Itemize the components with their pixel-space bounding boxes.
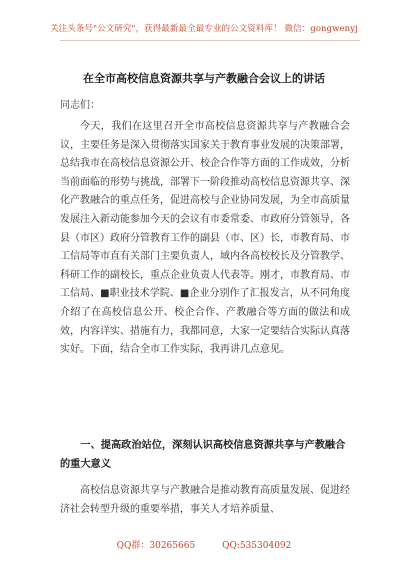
body-paragraph-2 [60, 482, 350, 519]
paragraph-text: 高校信息资源共享与产教融合是推动教育高质量发展、促进经济社会转型升级的重要举措，事关人才培养质量、 [60, 485, 350, 515]
section-heading-1: 一、提高政治站位，深刻认识高校信息资源共享与产教融合的重大意义 [60, 439, 346, 470]
body-paragraph-1 [60, 118, 350, 360]
header-banner: 关注头条号"公文研究"，获得最新最全最专业的公文资料库！ 微信：gongwenyj [50, 24, 358, 34]
qq-text: QQ:535304092 [222, 541, 292, 551]
footer-contact [0, 538, 408, 551]
paragraph-text: 今天，我们在这里召开全市高校信息资源共享与产教融合会议，主要任务是深入贯彻落实国家关于教育事业发展的决策部署，总结我市在高校信息资源公开、校企合作等方面的工作成效，分析当前面临的形势与挑战，部署下一阶段推动高校信息资源共享、深化产教融合的重点任务，促进高校与企业协同发展，为全市高质量发展注入新动能参加今天的会议有市委常委、市政府分管领导，各县（市区）政府分管教育工作的副县（市、区）长，市教育局、市工信局等市直有关部门主要负责人，域内各高校校长及分管教学、科研工作的副校长，重点企业负责人代表等。刚才，市教育局、市工信局、■职业技术学院、■企业分别作了汇报发言，从不同角度介绍了在高校信息公开、校企合作、产教融合等方面的做法和成效，内容详实、措施有力，我都同意，大家一定要结合实际认真落实好。下面，结合全市工作实际，我再讲几点意见。 [60, 121, 350, 356]
header-divider [60, 40, 360, 41]
qq-group-text: QQ群：30265665 [116, 541, 196, 551]
salutation: 同志们： [60, 100, 100, 111]
document-title: 在全市高校信息资源共享与产教融合会议上的讲话 [83, 72, 325, 85]
